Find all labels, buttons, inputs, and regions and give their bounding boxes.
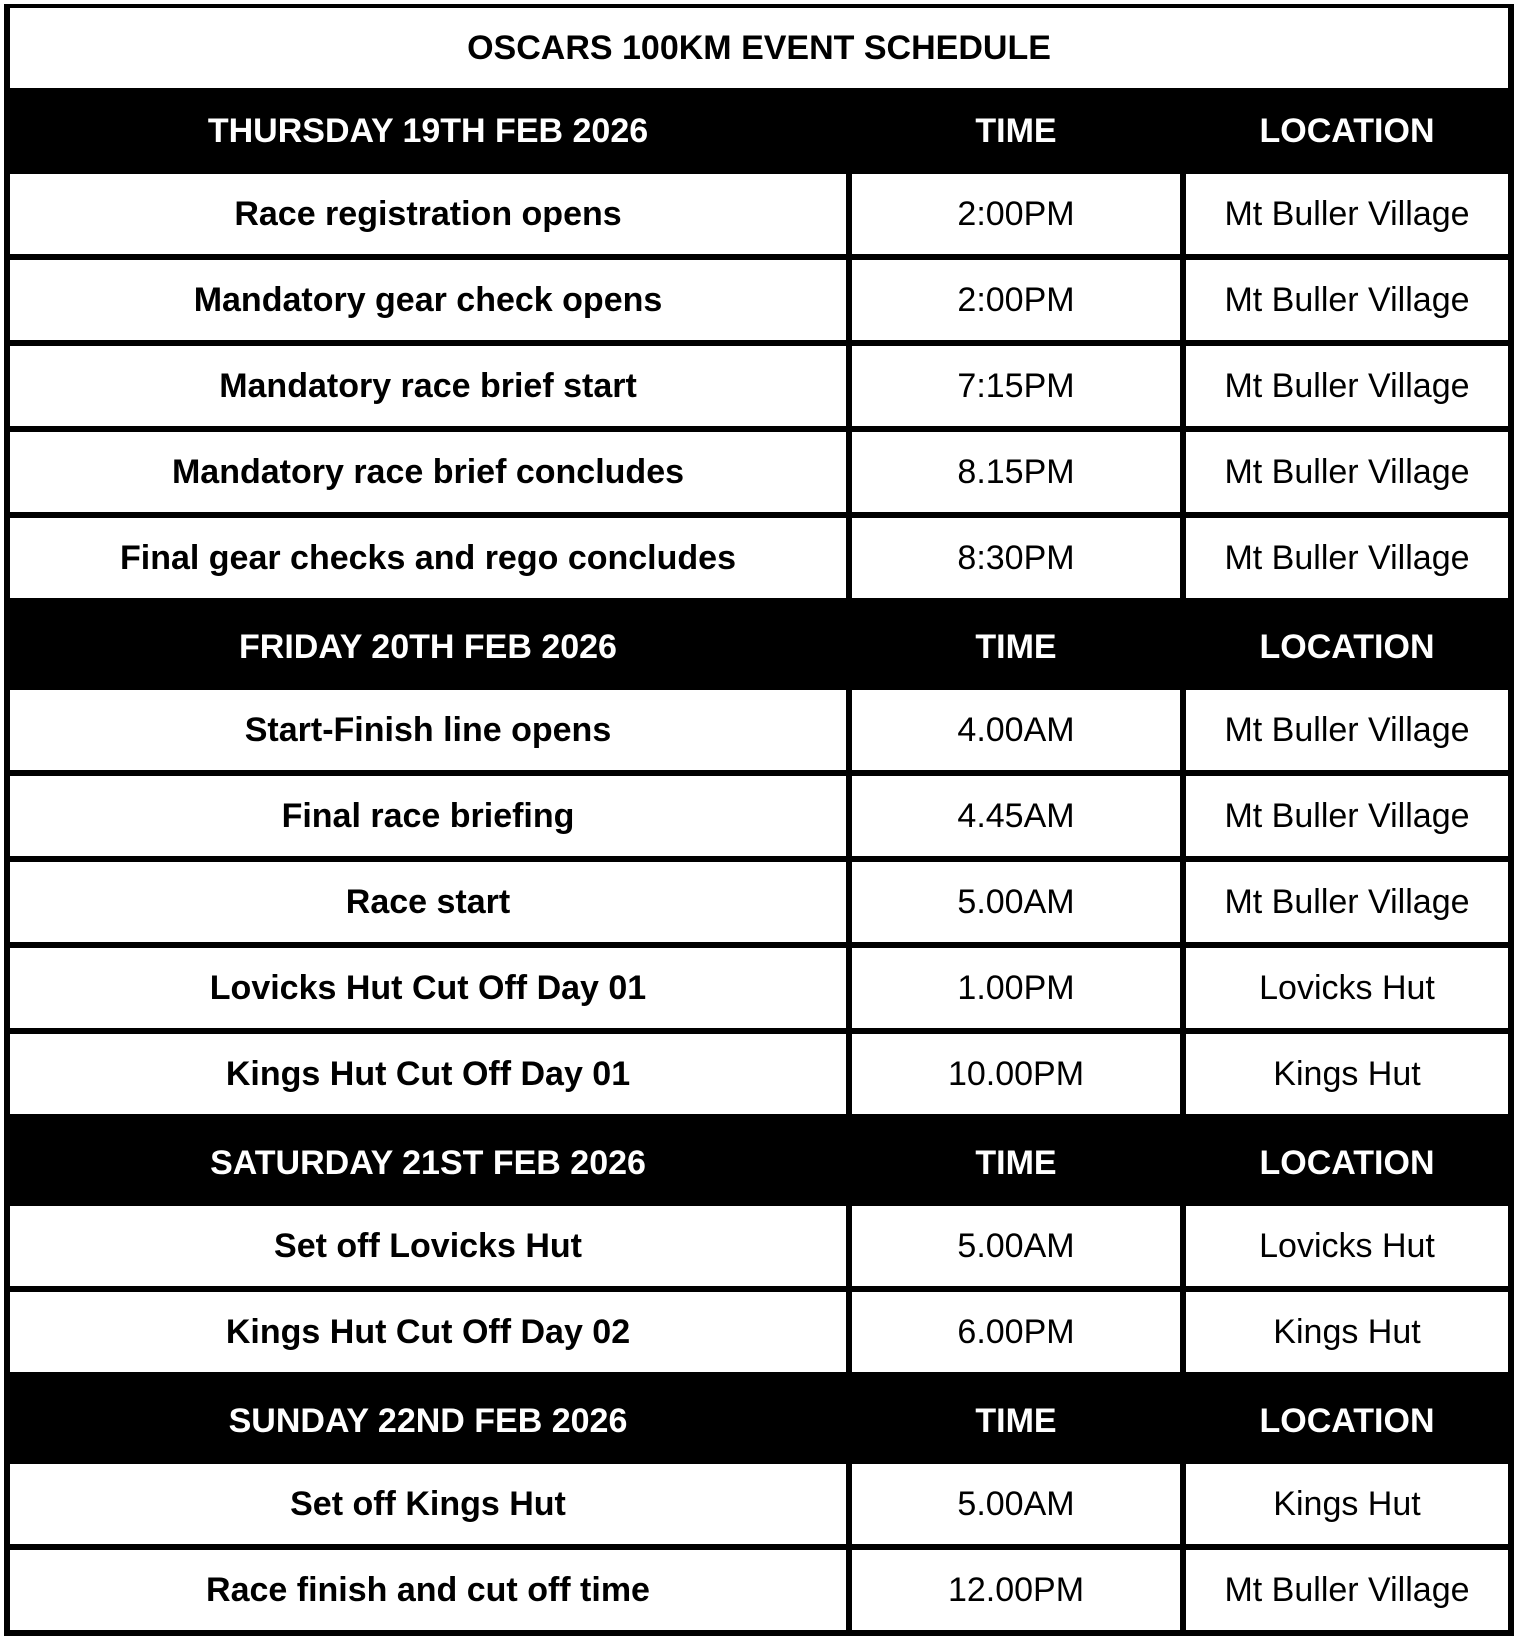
event-time: 2:00PM <box>852 260 1180 340</box>
event-location: Mt Buller Village <box>1186 518 1508 598</box>
event-time: 4.00AM <box>852 690 1180 770</box>
event-location: Lovicks Hut <box>1186 948 1508 1028</box>
event-time: 4.45AM <box>852 776 1180 856</box>
event-location: Mt Buller Village <box>1186 1550 1508 1630</box>
event-name: Set off Lovicks Hut <box>10 1206 846 1286</box>
event-name: Final gear checks and rego concludes <box>10 518 846 598</box>
event-time: 8:30PM <box>852 518 1180 598</box>
day-label: FRIDAY 20TH FEB 2026 <box>239 627 617 666</box>
event-location: Mt Buller Village <box>1186 432 1508 512</box>
event-name: Set off Kings Hut <box>10 1464 846 1544</box>
time-column-header: TIME <box>975 1401 1057 1440</box>
location-column-header: LOCATION <box>1259 1143 1435 1182</box>
event-time: 5.00AM <box>852 862 1180 942</box>
event-name: Mandatory race brief concludes <box>10 432 846 512</box>
event-location: Kings Hut <box>1186 1464 1508 1544</box>
event-schedule-table <box>4 4 1514 1636</box>
event-location: Mt Buller Village <box>1186 346 1508 426</box>
event-time: 2:00PM <box>852 174 1180 254</box>
event-time: 6.00PM <box>852 1292 1180 1372</box>
location-column-header: LOCATION <box>1259 1401 1435 1440</box>
event-location: Mt Buller Village <box>1186 690 1508 770</box>
event-time: 5.00AM <box>852 1464 1180 1544</box>
event-name: Final race briefing <box>10 776 846 856</box>
event-name: Mandatory gear check opens <box>10 260 846 340</box>
event-location: Mt Buller Village <box>1186 776 1508 856</box>
time-column-header: TIME <box>975 1143 1057 1182</box>
day-label: SUNDAY 22ND FEB 2026 <box>228 1401 628 1440</box>
day-label: THURSDAY 19TH FEB 2026 <box>207 111 649 150</box>
location-column-header: LOCATION <box>1259 627 1435 666</box>
event-name: Race finish and cut off time <box>10 1550 846 1630</box>
event-time: 12.00PM <box>852 1550 1180 1630</box>
time-column-header: TIME <box>975 111 1057 150</box>
event-time: 5.00AM <box>852 1206 1180 1286</box>
day-label: SATURDAY 21ST FEB 2026 <box>210 1143 646 1182</box>
event-name: Lovicks Hut Cut Off Day 01 <box>10 948 846 1028</box>
event-time: 8.15PM <box>852 432 1180 512</box>
event-location: Kings Hut <box>1186 1292 1508 1372</box>
event-name: Mandatory race brief start <box>10 346 846 426</box>
time-column-header: TIME <box>975 627 1057 666</box>
event-name: Race registration opens <box>10 174 846 254</box>
event-location: Mt Buller Village <box>1186 862 1508 942</box>
event-name: Kings Hut Cut Off Day 01 <box>10 1034 846 1114</box>
event-name: Kings Hut Cut Off Day 02 <box>10 1292 846 1372</box>
event-time: 1.00PM <box>852 948 1180 1028</box>
event-name: Start-Finish line opens <box>10 690 846 770</box>
event-location: Mt Buller Village <box>1186 174 1508 254</box>
location-column-header: LOCATION <box>1259 111 1435 150</box>
event-name: Race start <box>10 862 846 942</box>
event-time: 7:15PM <box>852 346 1180 426</box>
event-time: 10.00PM <box>852 1034 1180 1114</box>
schedule-title: OSCARS 100KM EVENT SCHEDULE <box>10 8 1508 88</box>
event-location: Lovicks Hut <box>1186 1206 1508 1286</box>
event-location: Kings Hut <box>1186 1034 1508 1114</box>
event-location: Mt Buller Village <box>1186 260 1508 340</box>
